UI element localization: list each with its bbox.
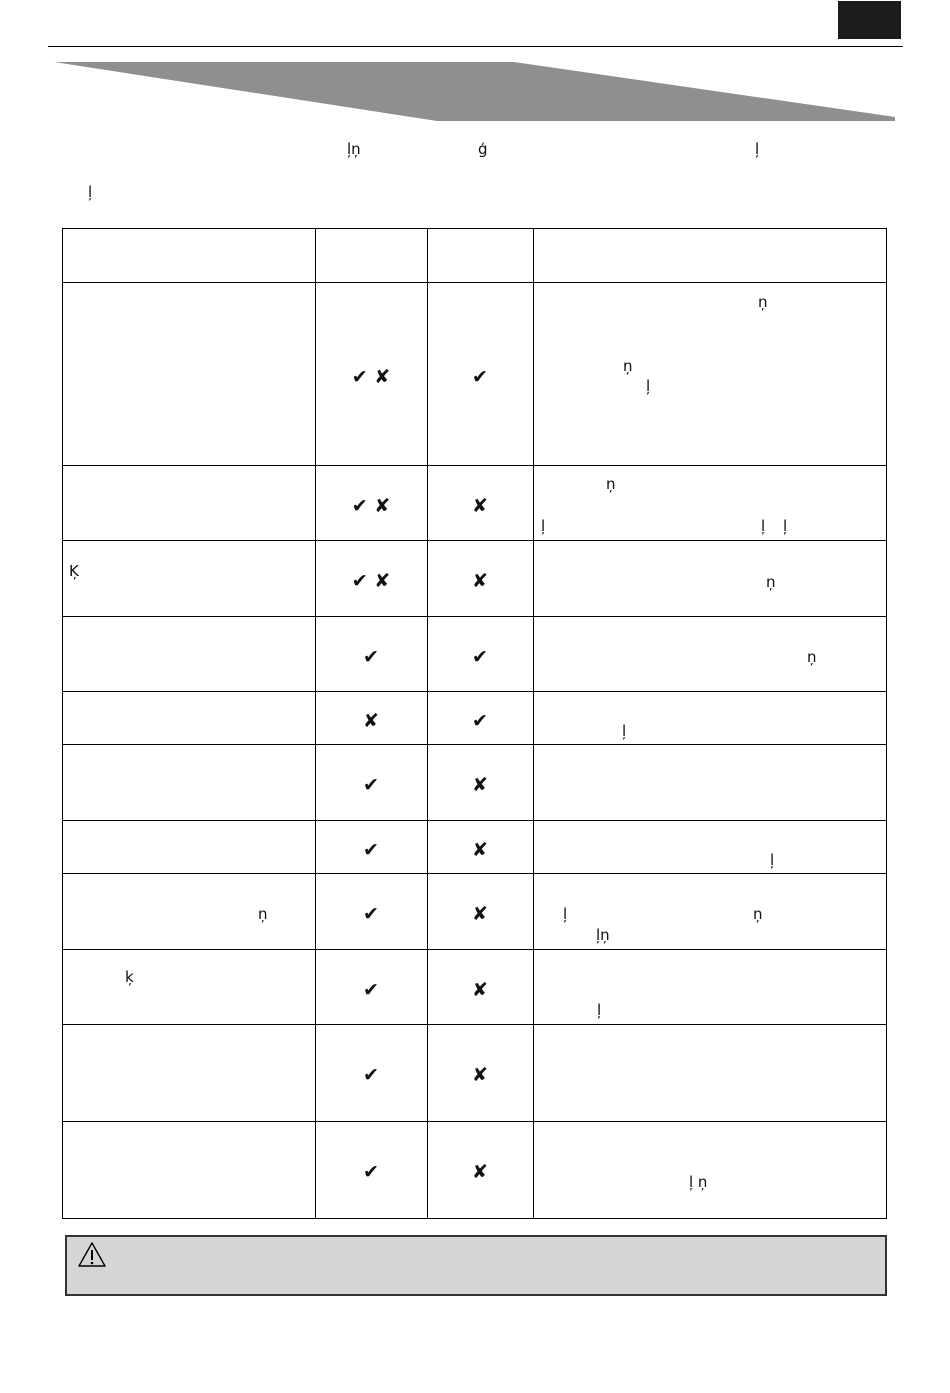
table-cell-col2: ✔ ✘ (351, 366, 391, 388)
table-cell-col2: ✔ ✘ (351, 570, 391, 592)
table-cell-mark: ļ (770, 851, 775, 869)
table-cell-col3: ✘ (472, 495, 488, 517)
table-cell-col2: ✔ (363, 774, 379, 796)
table-cell-mark: ļ (563, 905, 568, 923)
table-cell-col3: ✘ (472, 570, 488, 592)
intro-mark: ģ (478, 140, 488, 158)
table-cell-col2: ✘ (363, 710, 379, 732)
table-cell-col3: ✘ (472, 903, 488, 925)
table-cell-col2: ✔ ✘ (351, 495, 391, 517)
table-cell-col2: ✔ (363, 979, 379, 1001)
table-cell-col3: ✘ (472, 839, 488, 861)
table-cell-mark: Ķ (69, 562, 79, 580)
table-cell-col3: ✘ (472, 979, 488, 1001)
table-cell-mark: ņ (753, 905, 763, 923)
table-cell-mark: ņ (606, 475, 616, 493)
table-cell-col3: ✔ (472, 646, 488, 668)
table-cell-mark: ņ (623, 357, 633, 375)
table-cell-mark: ļ (622, 722, 627, 740)
table-cell-mark: ļ (597, 1001, 602, 1019)
table-cell-mark: ņ (258, 905, 268, 923)
section-banner (0, 0, 950, 130)
table-cell-mark: ļ ņ (689, 1173, 708, 1191)
table-cell-mark: ļ (541, 517, 546, 535)
intro-mark: ļ (88, 183, 93, 201)
intro-mark: ļņ (347, 140, 361, 158)
table-cell-col2: ✔ (363, 1064, 379, 1086)
table-cell-col2: ✔ (363, 839, 379, 861)
intro-mark: ļ (755, 140, 760, 158)
warning-notice (65, 1235, 887, 1296)
table-cell-col2: ✔ (363, 903, 379, 925)
table-cell-col3: ✔ (472, 710, 488, 732)
table-cell-col2: ✔ (363, 646, 379, 668)
table-cell-col3: ✘ (472, 1064, 488, 1086)
table-cell-mark: ķ (125, 968, 134, 986)
table-cell-mark: ņ (766, 573, 776, 591)
table-cell-col3: ✘ (472, 774, 488, 796)
section-banner-shape (54, 62, 895, 121)
warning-triangle-icon (77, 1241, 107, 1269)
table-cell-mark: ņ (758, 293, 768, 311)
table-cell-col3: ✔ (472, 366, 488, 388)
table-cell-mark: ļ (783, 517, 788, 535)
table-cell-col2: ✔ (363, 1161, 379, 1183)
table-cell-mark: ļ (761, 517, 766, 535)
table-cell-col3: ✘ (472, 1161, 488, 1183)
table-cell-mark: ļņ (596, 926, 610, 944)
table-cell-mark: ņ (807, 648, 817, 666)
table-cell-mark: ļ (646, 377, 651, 395)
